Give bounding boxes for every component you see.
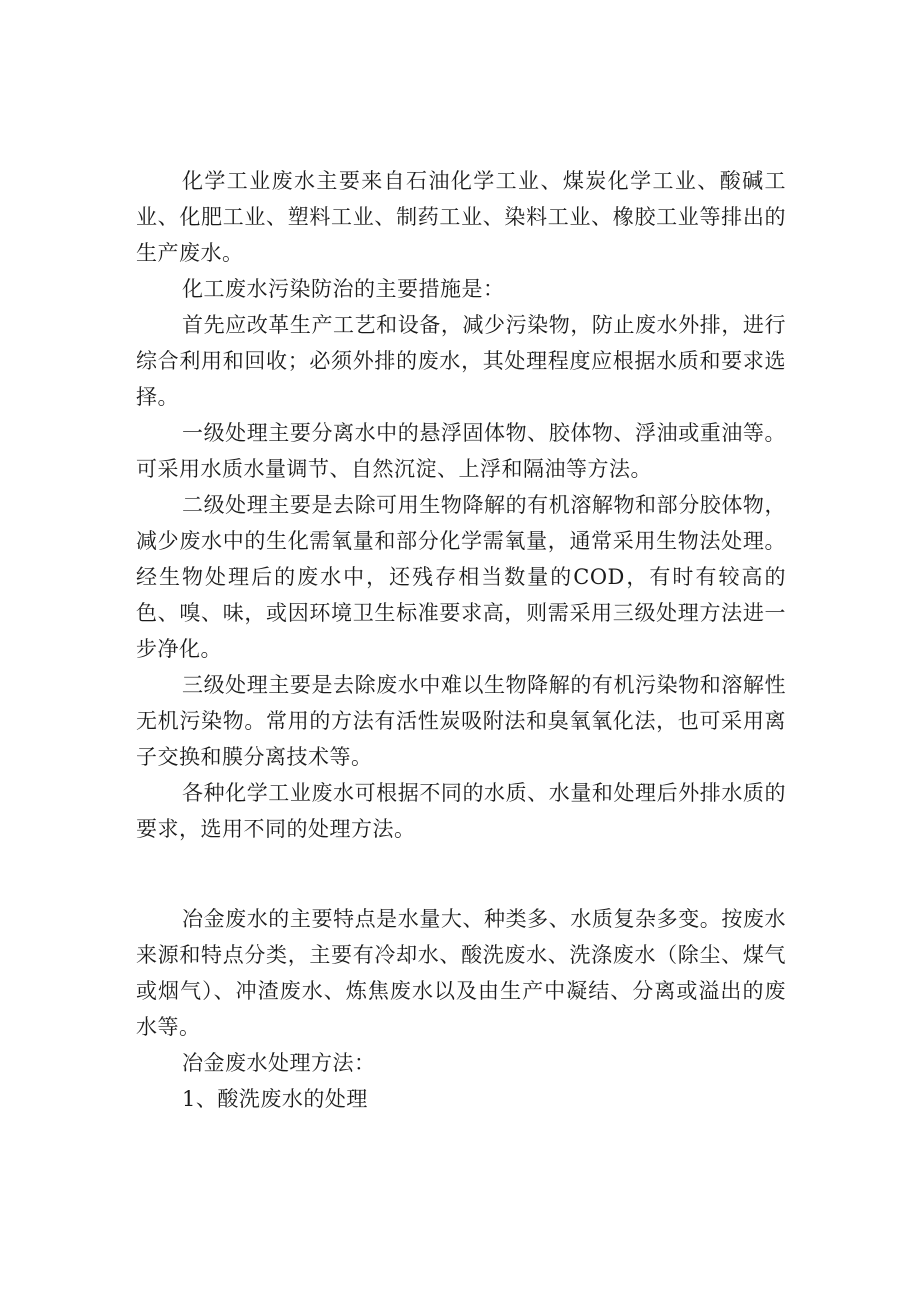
document-body (136, 163, 786, 1117)
paragraph-metallurgical-characteristics: 冶金废水的主要特点是水量大、种类多、水质复杂多变。按废水来源和特点分类，主要有冷却水、酸洗废水、洗涤废水（除尘、煤气或烟气）、冲渣废水、炼焦废水以及由生产中凝结、分离或溢出的废水等。 (136, 907, 786, 1039)
paragraph-chemical-wastewater-sources: 化学工业废水主要来自石油化学工业、煤炭化学工业、酸碱工业、化肥工业、塑料工业、制药工业、染料工业、橡胶工业等排出的生产废水。 (136, 169, 786, 265)
paragraph-tertiary-treatment: 三级处理主要是去除废水中难以生物降解的有机污染物和溶解性无机污染物。常用的方法有活性炭吸附法和臭氧氧化法，也可采用离子交换和膜分离技术等。 (136, 673, 786, 769)
paragraph-process-reform: 首先应改革生产工艺和设备，减少污染物，防止废水外排，进行综合利用和回收；必须外排的废水，其处理程度应根据水质和要求选择。 (136, 313, 786, 409)
paragraph-method-selection: 各种化学工业废水可根据不同的水质、水量和处理后外排水质的要求，选用不同的处理方法。 (136, 781, 786, 841)
paragraph-chemical-measures-heading: 化工废水污染防治的主要措施是： (182, 277, 505, 301)
paragraph-secondary-treatment: 二级处理主要是去除可用生物降解的有机溶解物和部分胶体物，减少废水中的生化需氧量和部分化学需氧量，通常采用生物法处理。经生物处理后的废水中，还残存相当数量的COD，有时有较高的色、嗅、味，或因环境卫生标准要求高，则需采用三级处理方法进一步净化。 (136, 493, 786, 661)
paragraph-metallurgical-methods-heading: 冶金废水处理方法： (182, 1051, 376, 1075)
section-spacer (136, 847, 786, 901)
paragraph-primary-treatment: 一级处理主要分离水中的悬浮固体物、胶体物、浮油或重油等。可采用水质水量调节、自然沉淀、上浮和隔油等方法。 (136, 421, 786, 481)
paragraph-pickling-wastewater-item: 1、酸洗废水的处理 (182, 1087, 368, 1111)
